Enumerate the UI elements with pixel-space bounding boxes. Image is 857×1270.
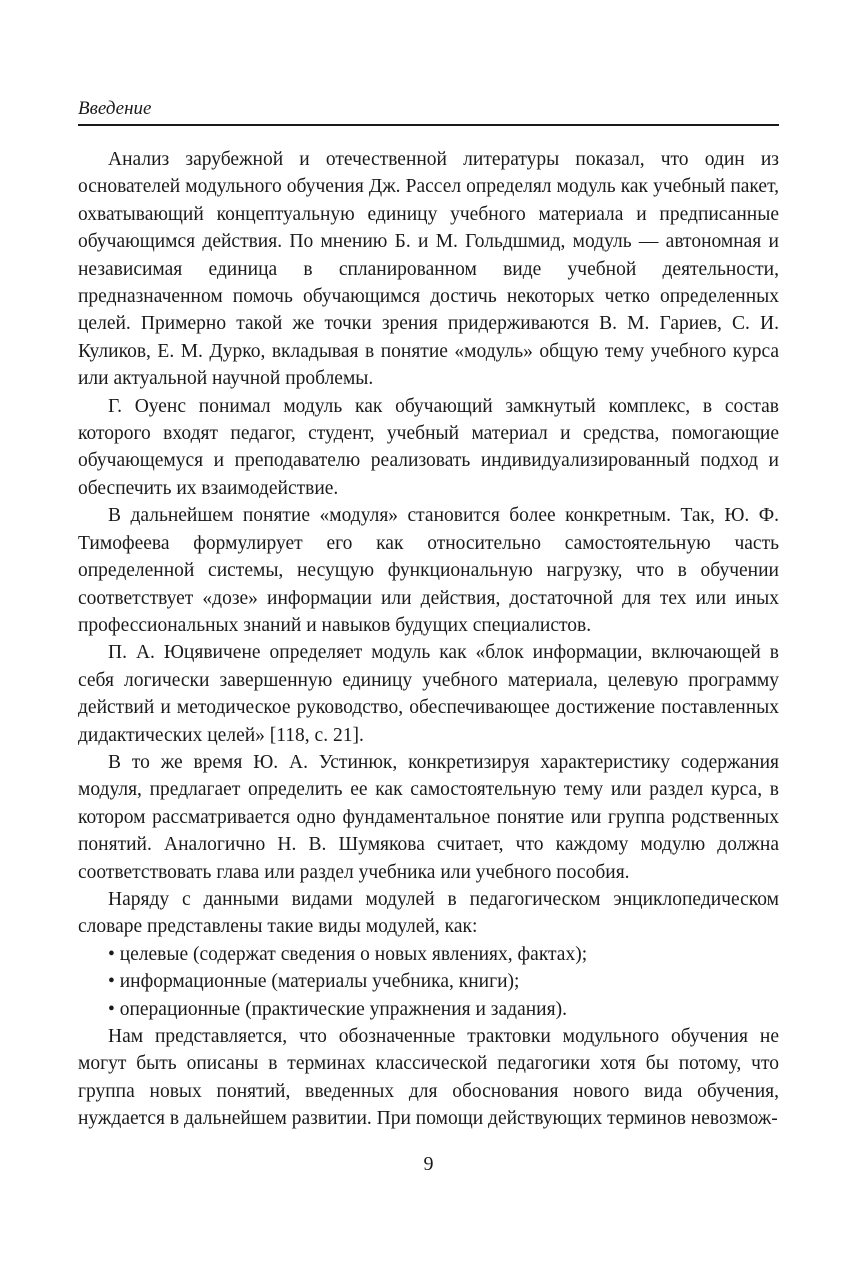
paragraph: Анализ зарубежной и отечественной литературы показал, что один из основателей модульного обучения Дж. Рассел определял модуль как учебный пакет, охватывающий концептуальную единицу учебного материала и предписанные обучающимся действия. По мнению Б. и М. Гольдшмид, модуль — автономная и независимая единица в спланированном виде учебной деятельности, предназначенном помочь обучающимся достичь некоторых четко определенных целей. Примерно такой же точки зрения придерживаются В. М. Гариев, С. И. Куликов, Е. М. Дурко, вкладывая в понятие «модуль» общую тему учебного курса или актуальной научной проблемы.	[78, 149, 779, 390]
list-item: • операционные (практические упражнения и задания).	[108, 998, 567, 1020]
paragraph: Наряду с данными видами модулей в педагогическом энциклопедическом словаре представлены такие виды модулей, как:	[78, 888, 779, 938]
running-head: Введение	[78, 98, 152, 119]
list-item: • целевые (содержат сведения о новых явлениях, фактах);	[108, 943, 588, 965]
list-item: • информационные (материалы учебника, книги);	[108, 971, 520, 993]
paragraph: Нам представляется, что обозначенные трактовки модульного обучения не могут быть описаны в терминах классической педагогики хотя бы потому, что группа новых понятий, введенных для обоснования нового вида обучения, нуждается в дальнейшем развитии. При помощи действующих терминов невозмож-	[78, 1026, 779, 1130]
paragraph: П. А. Юцявичене определяет модуль как «блок информации, включающей в себя логически завершенную единицу учебного материала, целевую программу действий и методическое руководство, обеспечивающее достижение поставленных дидактических целей» [118, с. 21].	[78, 642, 779, 746]
header-rule	[78, 124, 779, 126]
paragraph: В дальнейшем понятие «модуля» становится более конкретным. Так, Ю. Ф. Тимофеева формулирует его как относительно самостоятельную часть определенной системы, несущую функциональную нагрузку, что в обучении соответствует «дозе» информации или действия, достаточной для тех или иных профессиональных знаний и навыков будущих специалистов.	[78, 505, 779, 636]
page-number: 9	[423, 1153, 434, 1175]
paragraph: Г. Оуенс понимал модуль как обучающий замкнутый комплекс, в состав которого входят педагог, студент, учебный материал и средства, помогающие обучающемуся и преподавателю реализовать индивидуализированный подход и обеспечить их взаимодействие.	[78, 395, 779, 499]
paragraph: В то же время Ю. А. Устинюк, конкретизируя характеристику содержания модуля, предлагает определить ее как самостоятельную тему или раздел курса, в котором рассматривается одно фундаментальное понятие или группа родственных понятий. Аналогично Н. В. Шумякова считает, что каждому модулю должна соответствовать глава или раздел учебника или учебного пособия.	[78, 751, 779, 883]
body-text	[78, 146, 779, 1133]
